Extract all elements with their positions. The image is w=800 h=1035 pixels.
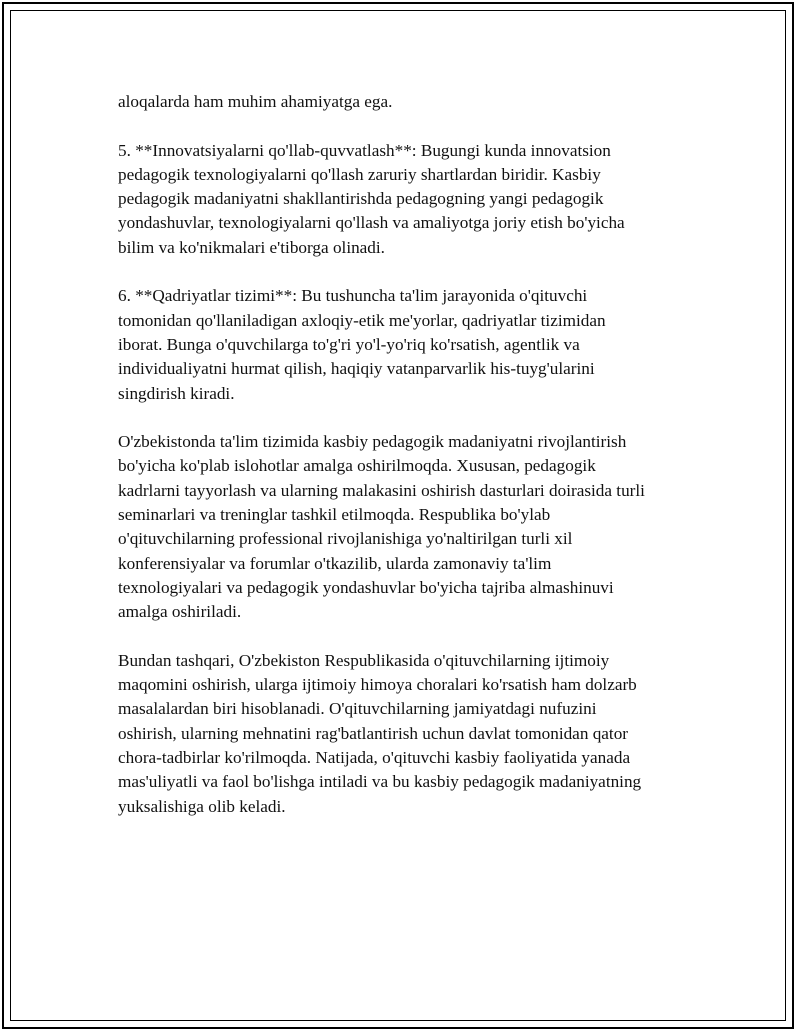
text-line: maqomini oshirish, ularga ijtimoiy himoya choralari ko'rsatish ham dolzarb [118,675,637,695]
text-line: tomonidan qo'llaniladigan axloqiy-etik me'yorlar, qadriyatlar tizimidan [118,310,606,330]
text-line: oshirish, ularning mehnatini rag'batlantirish uchun davlat tomonidan qator [118,723,629,743]
text-line: yondashuvlar, texnologiyalarni qo'llash va amaliyotga joriy etish bo'yicha [118,213,625,233]
text-line: O'zbekistonda ta'lim tizimida kasbiy pedagogik madaniyatni rivojlantirish [118,432,627,452]
paragraph-innovations [118,139,698,260]
text-line: bo'yicha ko'plab islohotlar amalga oshirilmoqda. Xususan, pedagogik [118,456,596,476]
text-line: aloqalarda ham muhim ahamiyatga ega. [118,92,393,111]
text-line: mas'uliyatli va faol bo'lishga intiladi va bu kasbiy pedagogik madaniyatning [118,772,642,792]
text-line: seminarlari va treninglar tashkil etilmoqda. Respublika bo'ylab [118,505,551,525]
text-line: bilim va ko'nikmalari e'tiborga olinadi. [118,237,385,257]
text-line: masalalardan biri hisoblanadi. O'qituvchilarning jamiyatdagi nufuzini [118,699,597,719]
text-line: o'qituvchilarning professional rivojlanishiga yo'naltirilgan turli xil [118,529,573,549]
text-line: yuksalishiga olib keladi. [118,796,286,816]
text-line: texnologiyalari va pedagogik yondashuvlar bo'yicha tajriba almashinuvi [118,577,614,597]
text-line: singdirish kiradi. [118,383,235,403]
text-line: Bundan tashqari, O'zbekiston Respublikasida o'qituvchilarning ijtimoiy [118,650,610,670]
paragraph-social-status [118,649,698,819]
paragraph-continuation [118,90,698,114]
text-line: kadrlarni tayyorlash va ularning malakasini oshirish dasturlari doirasida turli [118,480,645,500]
text-line: 5. **Innovatsiyalarni qo'llab-quvvatlash**: Bugungi kunda innovatsion [118,140,611,160]
text-line: 6. **Qadriyatlar tizimi**: Bu tushuncha ta'lim jarayonida o'qituvchi [118,286,588,306]
text-line: iborat. Bunga o'quvchilarga to'g'ri yo'l-yo'riq ko'rsatish, agentlik va [118,334,580,354]
text-line: chora-tadbirlar ko'rilmoqda. Natijada, o'qituvchi kasbiy faoliyatida yanada [118,748,631,768]
text-line: individualiyatni hurmat qilish, haqiqiy vatanparvarlik his-tuyg'ularini [118,359,595,379]
paragraph-values-system [118,284,698,405]
text-line: pedagogik texnologiyalarni qo'llash zaruriy shartlardan biridir. Kasbiy [118,164,601,184]
text-line: konferensiyalar va forumlar o'tkazilib, ularda zamonaviy ta'lim [118,553,552,573]
text-line: amalga oshiriladi. [118,602,242,622]
text-line: pedagogik madaniyatni shakllantirishda pedagogning yangi pedagogik [118,189,604,209]
document-body [118,90,698,843]
paragraph-reforms [118,430,698,624]
